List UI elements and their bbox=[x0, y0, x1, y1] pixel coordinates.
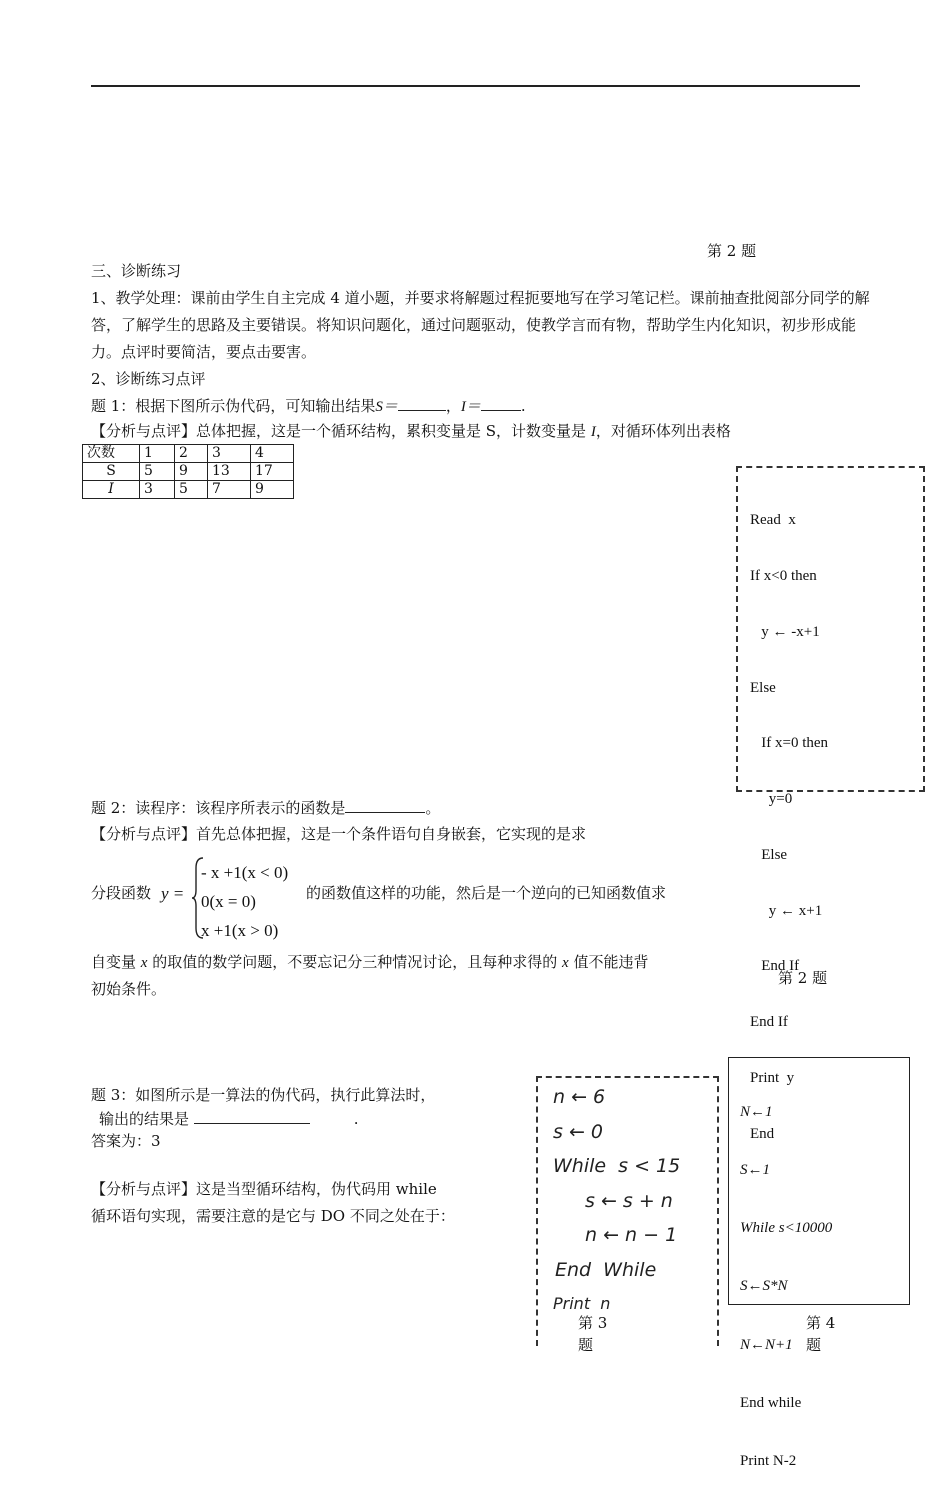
paragraph-review-title: 2、诊断练习点评 bbox=[91, 370, 206, 388]
table-cell: S bbox=[83, 463, 140, 481]
code-q3-line: Print n bbox=[553, 1294, 611, 1313]
code-line: While s<10000 bbox=[740, 1220, 833, 1237]
code-line: Print y bbox=[750, 1070, 795, 1086]
analysis-1-text2: ，对循环体列出表格 bbox=[595, 422, 731, 440]
figure-caption-q2: 第 2 题 bbox=[778, 969, 828, 987]
section-title: 三、诊断练习 bbox=[91, 262, 182, 280]
header-rule bbox=[91, 85, 860, 87]
figure-caption-q3 bbox=[578, 1312, 607, 1356]
analysis-1 bbox=[91, 418, 731, 446]
table-row bbox=[83, 463, 294, 481]
paragraph-teaching: 1、教学处理：课前由学生自主完成 4 道小题，并要求将解题过程扼要地写在学习笔记栏。课前抽查批阅部分同学的解答，了解学生的思路及主要错误。将知识问题化，通过问题驱动，使教学言而有物，帮助学生内化知识，初步形成能力。点评时要简洁，要点击要害。 bbox=[91, 289, 870, 361]
code-line: S←1 bbox=[740, 1162, 770, 1179]
table-cell: 9 bbox=[251, 481, 294, 499]
code-line: y ← -x+1 bbox=[750, 623, 820, 640]
analysis-1-var: I bbox=[590, 424, 596, 440]
code-line: Else bbox=[750, 679, 776, 696]
analysis-3-line1 bbox=[91, 1176, 437, 1203]
code-line: End bbox=[750, 1125, 775, 1142]
code-q3-line: End While bbox=[555, 1259, 657, 1281]
line3-var2: x bbox=[562, 955, 569, 971]
q1-s-label: S＝ bbox=[375, 399, 398, 415]
code-line: y=0 bbox=[750, 791, 793, 808]
q2-blank bbox=[345, 798, 425, 813]
code-q4 bbox=[740, 1064, 832, 1510]
analysis-2-line4: 初始条件。 bbox=[91, 980, 167, 998]
table-cell: I bbox=[83, 481, 140, 499]
q3-answer: 答案为：3 bbox=[91, 1132, 161, 1150]
code-line: N←N+1 bbox=[740, 1336, 793, 1353]
q3-line2-end: . bbox=[353, 1110, 359, 1128]
figure-caption-top: 第 2 题 bbox=[707, 242, 757, 260]
piecewise-after: 的函数值这样的功能，然后是一个逆向的已知函数值求 bbox=[306, 884, 667, 902]
question-2 bbox=[91, 795, 440, 822]
q1-i-blank bbox=[481, 396, 521, 411]
analysis-3-line2: 循环语句实现，需要注意的是它与 DO 不同之处在于： bbox=[91, 1207, 455, 1225]
table-cell: 9 bbox=[175, 463, 208, 481]
figure-caption-q4 bbox=[806, 1312, 835, 1356]
caption-q4-line: 第 4 bbox=[806, 1314, 836, 1332]
table-cell: 5 bbox=[140, 463, 175, 481]
code-line: Else bbox=[750, 846, 788, 863]
code-q3-line: s ← s + n bbox=[585, 1190, 673, 1212]
loop-table bbox=[82, 444, 294, 499]
q2-text: 题 2：读程序：该程序所表示的函数是 bbox=[91, 799, 346, 817]
line3b: 的取值的数学问题，不要忘记分三种情况讨论，且每种求得的 bbox=[147, 953, 562, 971]
code-line: If x=0 then bbox=[750, 735, 829, 752]
table-cell: 7 bbox=[208, 481, 251, 499]
piecewise-cases bbox=[201, 858, 288, 945]
table-cell: 3 bbox=[208, 445, 251, 463]
q3-blank bbox=[194, 1109, 310, 1124]
code-line: N←1 bbox=[740, 1103, 773, 1120]
table-cell: 5 bbox=[175, 481, 208, 499]
code-line: Print N-2 bbox=[740, 1453, 797, 1470]
q1-s-blank bbox=[398, 396, 446, 411]
question-1 bbox=[91, 393, 526, 421]
case-line: x +1(x > 0) bbox=[201, 921, 279, 940]
table-cell: 17 bbox=[251, 463, 294, 481]
analysis-3-head: 【分析与点评】 bbox=[91, 1180, 197, 1198]
table-cell: 1 bbox=[140, 445, 175, 463]
q3-line2-text: 输出的结果是 bbox=[99, 1110, 190, 1128]
code-q3-line: n ← n − 1 bbox=[585, 1224, 678, 1246]
caption-q3-line: 第 3 bbox=[578, 1314, 608, 1332]
analysis-2-head: 【分析与点评】 bbox=[91, 825, 197, 843]
code-line: If x<0 then bbox=[750, 567, 817, 584]
table-cell: 13 bbox=[208, 463, 251, 481]
analysis-2-line3 bbox=[91, 949, 648, 977]
table-row bbox=[83, 445, 294, 463]
q1-sep: ， bbox=[445, 397, 461, 415]
q1-end: . bbox=[520, 397, 526, 415]
code-line: y ← x+1 bbox=[750, 902, 823, 919]
code-line: End If bbox=[750, 958, 800, 975]
code-line: Read x bbox=[750, 512, 796, 529]
code-line: End while bbox=[740, 1394, 802, 1411]
table-cell: 次数 bbox=[83, 445, 140, 463]
line3-var: x bbox=[140, 955, 148, 971]
table-cell: 2 bbox=[175, 445, 208, 463]
code-q3-line: s ← 0 bbox=[553, 1121, 603, 1143]
q3-line1: 题 3：如图所示是一算法的伪代码，执行此算法时， bbox=[91, 1086, 436, 1104]
code-q3-line: n ← 6 bbox=[553, 1086, 606, 1108]
analysis-2-text: 首先总体把握，这是一个条件语句自身嵌套，它实现的是求 bbox=[196, 825, 587, 843]
q2-end: 。 bbox=[425, 799, 441, 817]
line3c: 值不能违背 bbox=[568, 953, 649, 971]
line3a: 自变量 bbox=[91, 953, 141, 971]
q1-prefix: 题 1：根据下图所示伪代码，可知输出结果 bbox=[91, 397, 376, 415]
table-cell: 4 bbox=[251, 445, 294, 463]
code-line: S←S*N bbox=[740, 1278, 788, 1295]
piecewise-y: y = bbox=[161, 884, 185, 903]
table-cell: 3 bbox=[140, 481, 175, 499]
analysis-1-text1: 总体把握，这是一个循环结构，累积变量是 S，计数变量是 bbox=[196, 422, 591, 440]
caption-q4-line: 题 bbox=[806, 1336, 822, 1354]
piecewise-prefix: 分段函数 bbox=[91, 884, 152, 902]
analysis-1-head: 【分析与点评】 bbox=[91, 422, 197, 440]
caption-q3-line: 题 bbox=[578, 1336, 594, 1354]
analysis-3-text1: 这是当型循环结构，伪代码用 while bbox=[196, 1180, 437, 1198]
analysis-2 bbox=[91, 821, 586, 848]
code-line: End If bbox=[750, 1014, 788, 1031]
table-row bbox=[83, 481, 294, 499]
case-line: 0(x = 0) bbox=[201, 892, 256, 911]
q1-i-label: I＝ bbox=[460, 399, 481, 415]
code-q3-line: While s < 15 bbox=[553, 1155, 681, 1177]
case-line: - x +1(x < 0) bbox=[201, 863, 289, 882]
